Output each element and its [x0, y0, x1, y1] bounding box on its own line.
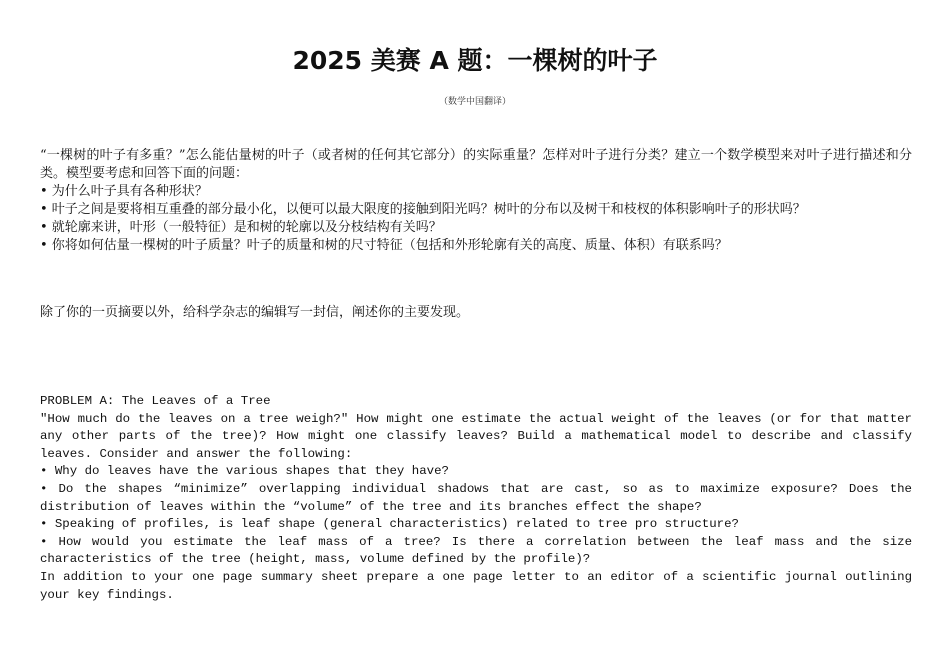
english-closing: In addition to your one page summary sheet prepare a one page letter to an editor of a scientific journal outlining your key findings. [40, 569, 912, 602]
english-bullet-2: • Do the shapes “minimize” overlapping individual shadows that are cast, so as to maximize exposure? Does the distribution of leaves within the “volume” of the tree and its branches effect the shape? [40, 481, 912, 514]
chinese-bullet-1: • 为什么叶子具有各种形状？ [40, 184, 208, 199]
chinese-bullet-2: • 叶子之间是要将相互重叠的部分最小化，以便可以最大限度的接触到阳光吗？树叶的分布以及树干和枝杈的体积影响叶子的形状吗？ [40, 202, 806, 217]
english-bullet-1: • Why do leaves have the various shapes that they have? [40, 464, 449, 479]
english-heading: PROBLEM A: The Leaves of a Tree [40, 394, 271, 408]
english-bullet-4: • How would you estimate the leaf mass of a tree? Is there a correlation between the leaf mass and the size characteristics of the tree (height, mass, volume defined by the profile)? [40, 534, 912, 567]
chinese-letter-instruction [40, 304, 912, 322]
chinese-bullet-3: • 就轮廓来讲，叶形（一般特征）是和树的轮廓以及分枝结构有关吗？ [40, 220, 442, 235]
chinese-letter: 除了你的一页摘要以外，给科学杂志的编辑写一封信，阐述你的主要发现。 [40, 305, 470, 320]
english-problem-text [40, 393, 912, 604]
english-bullet-3: • Speaking of profiles, is leaf shape (general characteristics) related to tree pro structure? [40, 517, 739, 532]
document-subtitle: （数学中国翻译） [438, 97, 511, 107]
english-intro: "How much do the leaves on a tree weigh?" How might one estimate the actual weight of the leaves (or for that matter any other parts of the tree)? How might one classify leaves? Build a mathematical model to describe and classify leaves. Consider and answer the following: [40, 411, 912, 461]
document-title: 2025 美赛 A 题：一棵树的叶子 [292, 46, 658, 75]
chinese-intro: “一棵树的叶子有多重？”怎么能估量树的叶子（或者树的任何其它部分）的实际重量？怎样对叶子进行分类？建立一个数学模型来对叶子进行描述和分类。模型要考虑和回答下面的问题： [40, 148, 912, 181]
chinese-problem-text [40, 147, 912, 255]
chinese-bullet-4: • 你将如何估量一棵树的叶子质量？叶子的质量和树的尺寸特征（包括和外形轮廓有关的高度、质量、体积）有联系吗？ [40, 238, 728, 253]
